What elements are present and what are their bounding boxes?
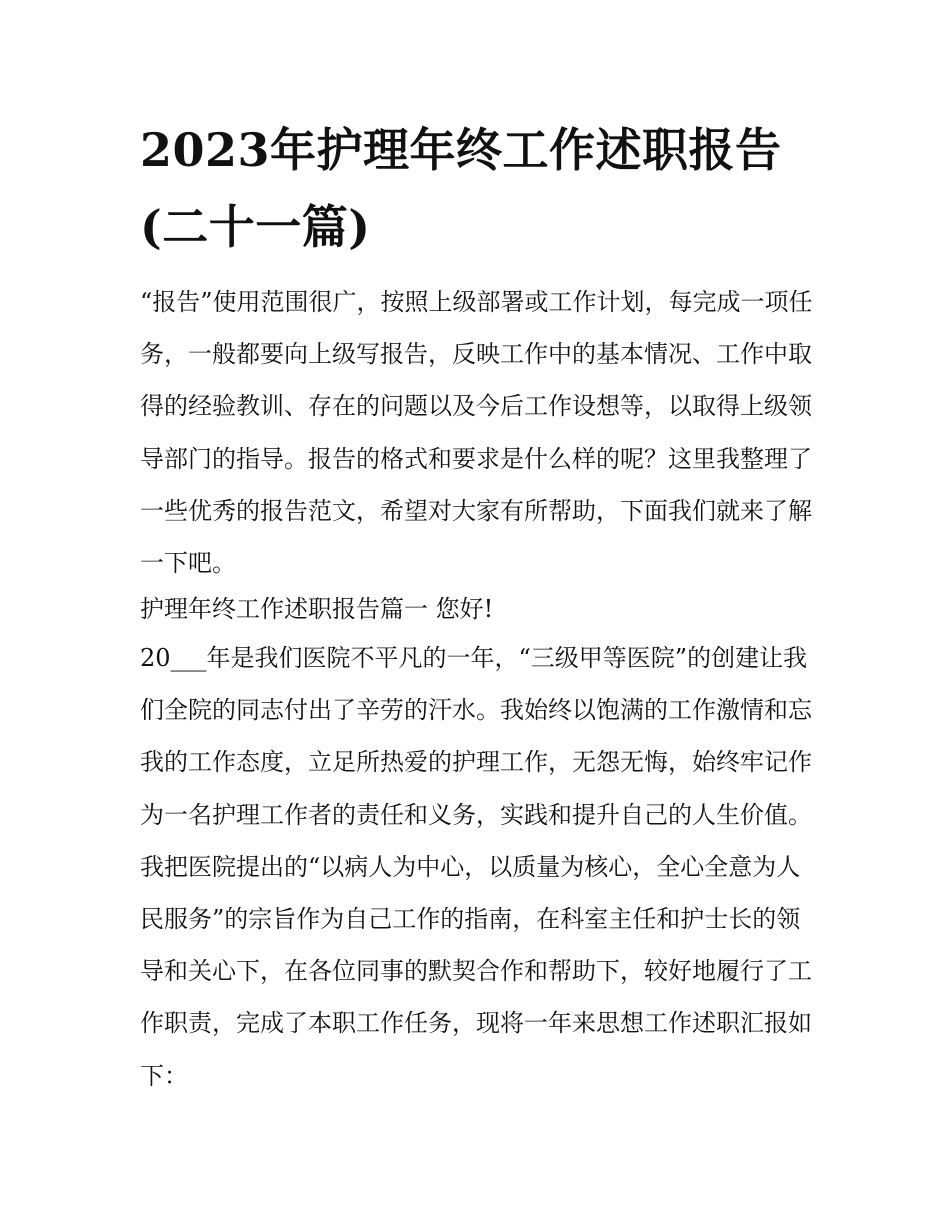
- document-title: [140, 112, 820, 266]
- document-title-line-1: 2023年护理年终工作述职报告: [140, 123, 782, 177]
- section-heading: 护理年终工作述职报告篇一 您好!: [140, 595, 494, 623]
- intro-paragraph: “报告”使用范围很广，按照上级部署或工作计划，每完成一项任务，一般都要向上级写报告，反映工作中的基本情况、工作中取得的经验教训、存在的问题以及今后工作设想等，以取得上级领导部门的指导。报告的格式和要求是什么样的呢？这里我整理了一些优秀的报告范文，希望对大家有所帮助，下面我们就来了解一下吧。: [140, 288, 813, 578]
- body-paragraph: 20___年是我们医院不平凡的一年，“三级甲等医院”的创建让我们全院的同志付出了辛劳的汗水。我始终以饱满的工作激情和忘我的工作态度，立足所热爱的护理工作，无怨无悔，始终牢记作为一名护理工作者的责任和义务，实践和提升自己的人生价值。我把医院提出的“以病人为中心，以质量为核心，全心全意为人民服务”的宗旨作为自己工作的指南，在科室主任和护士长的领导和关心下，在各位同事的默契合作和帮助下，较好地履行了工作职责，完成了本职工作任务，现将一年来思想工作述职汇报如下：: [140, 644, 812, 1090]
- document-title-line-2: (二十一篇): [140, 200, 371, 254]
